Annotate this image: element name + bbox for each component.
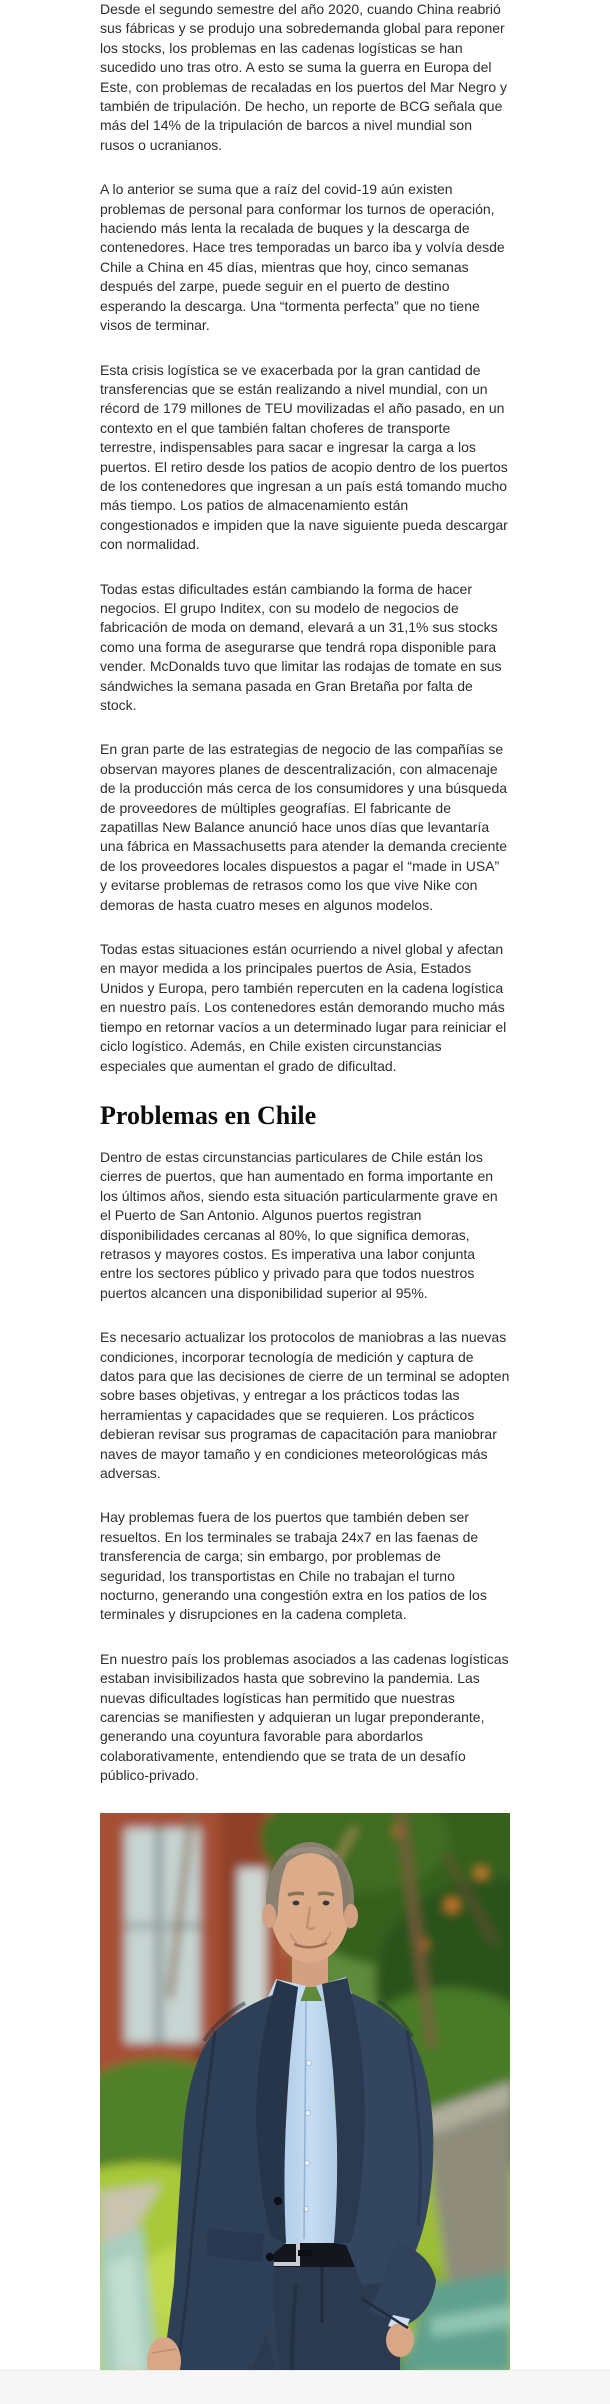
page-footer-strip xyxy=(0,2370,610,2404)
article-paragraph: Desde el segundo semestre del año 2020, cuando China reabrió sus fábricas y se produjo una sobredemanda global para reponer los stocks, los problemas en las cadenas logísticas se han sucedido uno tras otro. A esto se suma la guerra en Europa del Este, con problemas de recaladas en los puertos del Mar Negro y también de tripulación. De hecho, un reporte de BCG señala que más del 14% de la tripulación de barcos a nivel mundial son rusos o ucranianos. xyxy=(100,1,507,153)
article-paragraph: Es necesario actualizar los protocolos de maniobras a las nuevas condiciones, incorporar tecnología de medición y captura de datos para que las decisiones de cierre de un terminal se adopten sobre bases objetivas, y entregar a los prácticos todas las herramientas y capacidades que se requieren. Los prácticos debieran revisar sus programas de capacitación para maniobrar naves de mayor tamaño y en condiciones meteorológicas más adversas. xyxy=(100,1329,510,1481)
article-paragraph: Todas estas dificultades están cambiando la forma de hacer negocios. El grupo Inditex, con su modelo de negocios de fabricación de moda on demand, elevará a un 31,1% sus stocks como una forma de asegurarse que tendrá ropa disponible para vender. McDonalds tuvo que limitar las rodajas de tomate en sus sándwiches la semana pasada en Gran Bretaña por falta de stock. xyxy=(100,580,502,713)
article-paragraph: A lo anterior se suma que a raíz del covid-19 aún existen problemas de personal para conformar los turnos de operación, haciendo más lenta la recalada de buques y la descarga de contenedores. Hace tres temporadas un barco iba y volvía desde Chile a China en 45 días, mientras que hoy, cinco semanas después del zarpe, puede seguir en el puerto de destino esperando la descarga. Una “tormenta perfecta” que no tiene visos de terminar. xyxy=(100,181,505,334)
article-paragraph: Dentro de estas circunstancias particulares de Chile están los cierres de puertos, que han aumentado en forma importante en los últimos años, siendo esta situación particularmente grave en el Puerto de San Antonio. Algunos puertos registran disponibilidades cercanas al 80%, lo que significa demoras, retrasos y mayores costos. Es imperativa una labor conjunta entre los sectores público y privado para que todos nuestros puertos alcancen una disponibilidad superior al 95%. xyxy=(100,1148,498,1301)
section-heading: Problemas en Chile xyxy=(100,1100,317,1130)
article-paragraph: Esta crisis logística se ve exacerbada por la gran cantidad de transferencias que se están realizando a nivel mundial, con un récord de 179 millones de TEU movilizadas el año pasado, en un contexto en el que también faltan choferes de transporte terrestre, indispensables para sacar e ingresar la carga a los puertos. El retiro desde los patios de acopio dentro de los puertos de los contenedores que ingresan a un país está tomando mucho más tiempo. Los patios de almacenamiento están congestionados e impiden que la nave siguiente pueda descargar con normalidad. xyxy=(100,361,508,553)
portrait-photo xyxy=(100,1813,510,2370)
article-paragraph: Todas estas situaciones están ocurriendo a nivel global y afectan en mayor medida a los principales puertos de Asia, Estados Unidos y Europa, pero también repercuten en la cadena logística en nuestro país. Los contenedores están demorando mucho más tiempo en retornar vacíos a un determinado lugar para reiniciar el ciclo logístico. Además, en Chile existen circunstancias especiales que aumentan el grado de dificultad. xyxy=(100,941,507,1074)
article-paragraph: En nuestro país los problemas asociados a las cadenas logísticas estaban invisibilizados hasta que sobrevino la pandemia. Las nuevas dificultades logísticas han permitido que nuestras carencias se manifiesten y adquieran un lugar preponderante, generando una coyuntura favorable para abordarlos colaborativamente, entendiendo que se trata de un desafío público-privado. xyxy=(100,1650,509,1784)
article-paragraph: En gran parte de las estrategias de negocio de las compañías se observan mayores planes de descentralización, con almacenaje de la producción más cerca de los consumidores y una búsqueda de proveedores de múltiples geografías. El fabricante de zapatillas New Balance anunció hace unos días que levantaría una fábrica en Massachusetts para atender la demanda creciente de los proveedores locales dispuestos a pagar el “made in USA” y evitarse problemas de retrasos como los que vive Nike con demoras de hasta cuatro meses en algunos modelos. xyxy=(100,741,508,913)
article-paragraph: Hay problemas fuera de los puertos que también deben ser resueltos. En los terminales se trabaja 24x7 en las faenas de transferencia de carga; sin embargo, por problemas de seguridad, los transportistas en Chile no trabajan el turno nocturno, generando una congestión extra en los patios de los terminales y disrupciones en la cadena completa. xyxy=(100,1509,487,1623)
